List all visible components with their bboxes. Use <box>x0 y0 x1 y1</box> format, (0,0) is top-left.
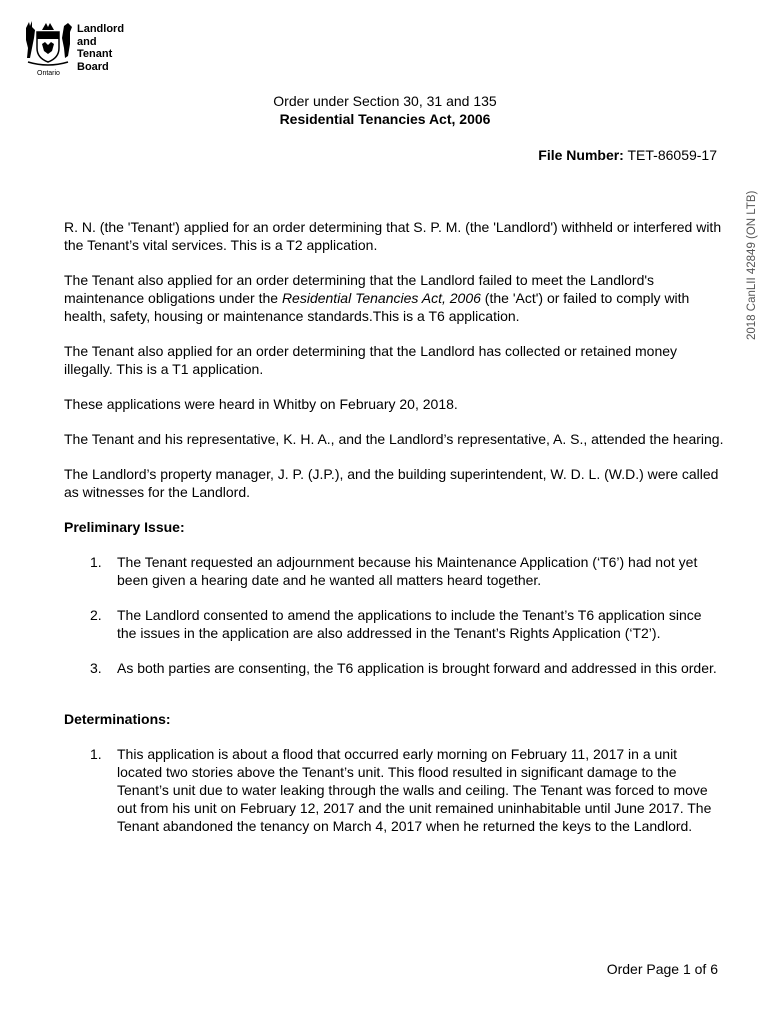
list-item <box>64 745 724 835</box>
order-body <box>64 218 724 852</box>
list-item-text: The Landlord consented to amend the applications to include the Tenant’s T6 application since the issues in the application are also addressed in the Tenant’s Rights Application (‘T2’). <box>117 607 702 641</box>
page-number: Order Page 1 of 6 <box>606 961 718 977</box>
paragraph: The Tenant and his representative, K. H. A., and the Landlord’s representative, A. S., attended the hearing. <box>64 431 724 447</box>
order-header <box>0 92 770 128</box>
determinations-list <box>64 745 724 835</box>
paragraph-text: (the 'Act') or failed to comply with health, safety, housing or maintenance standards.This is a T6 application. <box>64 290 690 324</box>
paragraph <box>64 271 724 325</box>
ltb-logo <box>20 18 135 80</box>
act-title: Residential Tenancies Act, 2006 <box>279 111 491 127</box>
paragraph-text: The Tenant also applied for an order determining that the Landlord failed to meet the Landlord's maintenance obligations under the <box>64 272 655 306</box>
list-number: 2. <box>90 607 102 623</box>
list-item-text: This application is about a flood that occurred early morning on February 11, 2017 in a unit located two stories above the Tenant’s unit. This flood resulted in significant damage to the Tenant’s unit due to water leaking through the walls and ceiling. The Tenant was forced to move out from his unit on February 12, 2017 and the unit remained uninhabitable until June 2017. The Tenant abandoned the tenancy on March 4, 2017 when he returned the keys to the Landlord. <box>117 746 712 834</box>
paragraph: The Landlord’s property manager, J. P. (J.P.), and the building superintendent, W. D. L. (W.D.) were called as witnesses for the Landlord. <box>64 466 719 500</box>
logo-word: Landlord <box>77 23 125 35</box>
preliminary-list <box>64 553 724 677</box>
list-item <box>64 606 724 642</box>
determinations-heading: Determinations: <box>64 711 171 727</box>
act-citation: Residential Tenancies Act, 2006 <box>281 290 481 306</box>
list-item <box>64 553 724 589</box>
list-number: 1. <box>90 554 102 570</box>
logo-word: Tenant <box>77 48 113 60</box>
list-number: 1. <box>90 746 102 762</box>
logo-ontario-label: Ontario <box>37 70 60 77</box>
paragraph: These applications were heard in Whitby on February 20, 2018. <box>64 396 458 412</box>
logo-wordmark <box>77 23 124 73</box>
order-section-line: Order under Section 30, 31 and 135 <box>273 93 497 109</box>
list-number: 3. <box>90 660 102 676</box>
logo-word: Board <box>77 60 109 73</box>
list-item <box>64 659 724 677</box>
file-number-value: TET-86059-17 <box>627 147 717 163</box>
list-item-text: As both parties are consenting, the T6 application is brought forward and addressed in this order. <box>117 660 717 676</box>
preliminary-heading: Preliminary Issue: <box>64 519 185 535</box>
canlii-citation: 2018 CanLII 42849 (ON LTB) <box>746 190 758 340</box>
ontario-coat-of-arms-icon <box>20 18 76 70</box>
list-item-text: The Tenant requested an adjournment because his Maintenance Application (‘T6’) had not yet been given a hearing date and he wanted all matters heard together. <box>117 554 698 588</box>
file-number <box>538 146 717 164</box>
paragraph: R. N. (the 'Tenant') applied for an order determining that S. P. M. (the 'Landlord') withheld or interfered with the Tenant’s vital services. This is a T2 application. <box>64 219 722 253</box>
paragraph: The Tenant also applied for an order determining that the Landlord has collected or retained money illegally. This is a T1 application. <box>64 343 678 377</box>
logo-word: and <box>77 35 97 48</box>
file-number-label: File Number: <box>538 147 624 163</box>
